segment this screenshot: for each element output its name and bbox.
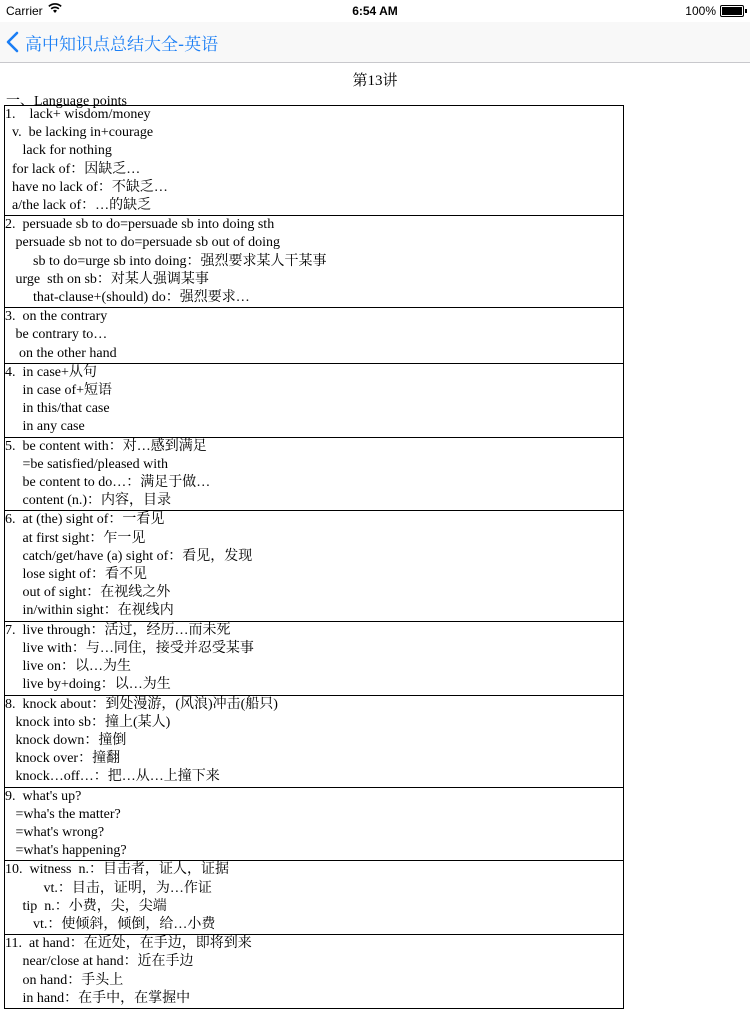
entry-line: 8. knock about：到处漫游，(风浪)冲击(船只) bbox=[5, 696, 278, 712]
entry-line: knock over：撞翻 bbox=[5, 751, 121, 767]
entry-line: tip n.：小费，尖，尖端 bbox=[5, 898, 167, 914]
entry-line: urge sth on sb：对某人强调某事 bbox=[5, 271, 209, 287]
entry-line: v. be lacking in+courage bbox=[5, 125, 154, 141]
entry-line: near/close at hand：近在手边 bbox=[5, 954, 194, 970]
entry-line: live on：以…为生 bbox=[5, 659, 131, 675]
entry-line: knock…off…：把…从…上撞下来 bbox=[5, 769, 220, 785]
entry-line: content (n.)：内容，目录 bbox=[5, 493, 172, 509]
battery-percentage: 100% bbox=[685, 4, 716, 18]
navigation-bar bbox=[0, 22, 750, 63]
entry-box bbox=[4, 438, 624, 512]
entry-line: 5. be content with：对…感到满足 bbox=[5, 438, 207, 454]
entry-box bbox=[4, 935, 624, 1009]
entry-line: 4. in case+从句 bbox=[5, 364, 97, 380]
entry-line: in any case bbox=[5, 419, 85, 435]
entry-line: 2. persuade sb to do=persuade sb into doing sth bbox=[5, 217, 275, 233]
entry-line: for lack of：因缺乏… bbox=[5, 161, 141, 177]
entry-box bbox=[4, 696, 624, 788]
entry-line: =what's happening? bbox=[5, 843, 127, 859]
entry-line: in this/that case bbox=[5, 401, 110, 417]
entry-line: knock down：撞倒 bbox=[5, 732, 127, 748]
entry-box bbox=[4, 364, 624, 438]
entry-line: 6. at (the) sight of：一看见 bbox=[5, 512, 165, 528]
entry-box bbox=[4, 861, 624, 935]
chevron-left-icon bbox=[6, 31, 19, 53]
entry-line: knock into sb：撞上(某人) bbox=[5, 714, 171, 730]
entry-line: persuade sb not to do=persuade sb out of doing bbox=[5, 235, 281, 251]
document-content bbox=[0, 63, 750, 110]
entry-box bbox=[4, 105, 624, 216]
entry-line: 11. at hand：在近处，在手边，即将到来 bbox=[5, 936, 252, 952]
entry-line: lose sight of：看不见 bbox=[5, 567, 147, 583]
carrier-label: Carrier bbox=[6, 4, 43, 18]
entry-line: vt.：目击，证明，为…作证 bbox=[5, 880, 212, 896]
entry-line: that-clause+(should) do：强烈要求… bbox=[5, 290, 250, 306]
entry-line: be content to do…：满足于做… bbox=[5, 475, 211, 491]
entry-line: =be satisfied/pleased with bbox=[5, 456, 169, 472]
entry-line: catch/get/have (a) sight of：看见，发现 bbox=[5, 548, 253, 564]
entry-line: 9. what's up? bbox=[5, 788, 82, 804]
entry-line: sb to do=urge sb into doing：强烈要求某人干某事 bbox=[5, 253, 327, 269]
entry-line: 10. witness n.：目击者，证人，证据 bbox=[5, 862, 229, 878]
entry-line: live with：与…同住，接受并忍受某事 bbox=[5, 640, 254, 656]
language-points-table bbox=[4, 105, 624, 1009]
entry-line: in/within sight：在视线内 bbox=[5, 603, 174, 619]
entry-line: =what's wrong? bbox=[5, 824, 105, 840]
back-button[interactable] bbox=[6, 28, 218, 56]
entry-line: out of sight：在视线之外 bbox=[5, 585, 171, 601]
entry-box bbox=[4, 622, 624, 696]
entry-line: live by+doing：以…为生 bbox=[5, 677, 171, 693]
entry-line: be contrary to… bbox=[5, 327, 108, 343]
battery-icon bbox=[720, 5, 744, 17]
entry-box bbox=[4, 511, 624, 621]
entry-line: at first sight：乍一见 bbox=[5, 530, 146, 546]
clock-time: 6:54 AM bbox=[352, 4, 398, 18]
status-bar bbox=[0, 0, 750, 22]
entry-line: vt.：使倾斜，倾倒，给…小费 bbox=[5, 916, 216, 932]
entry-line: on hand：手头上 bbox=[5, 972, 124, 988]
entry-line: in case of+短语 bbox=[5, 383, 113, 399]
back-button-label: 高中知识点总结大全-英语 bbox=[25, 34, 219, 55]
entry-box bbox=[4, 308, 624, 364]
entry-box bbox=[4, 788, 624, 862]
entry-box bbox=[4, 216, 624, 308]
entry-line: a/the lack of：…的缺乏 bbox=[5, 198, 152, 214]
entry-line: have no lack of：不缺乏… bbox=[5, 179, 168, 195]
entry-line: on the other hand bbox=[5, 345, 117, 361]
section-heading: 一、Language points bbox=[6, 94, 127, 109]
entry-line: =wha's the matter? bbox=[5, 806, 121, 822]
lecture-title: 第13讲 bbox=[352, 73, 398, 89]
entry-line: 1. lack+ wisdom/money bbox=[5, 107, 151, 122]
entry-line: lack for nothing bbox=[5, 143, 112, 159]
entry-line: 7. live through：活过，经历…而未死 bbox=[5, 622, 231, 638]
entry-line: 3. on the contrary bbox=[5, 309, 108, 325]
entry-line: in hand：在手中，在掌握中 bbox=[5, 990, 191, 1006]
